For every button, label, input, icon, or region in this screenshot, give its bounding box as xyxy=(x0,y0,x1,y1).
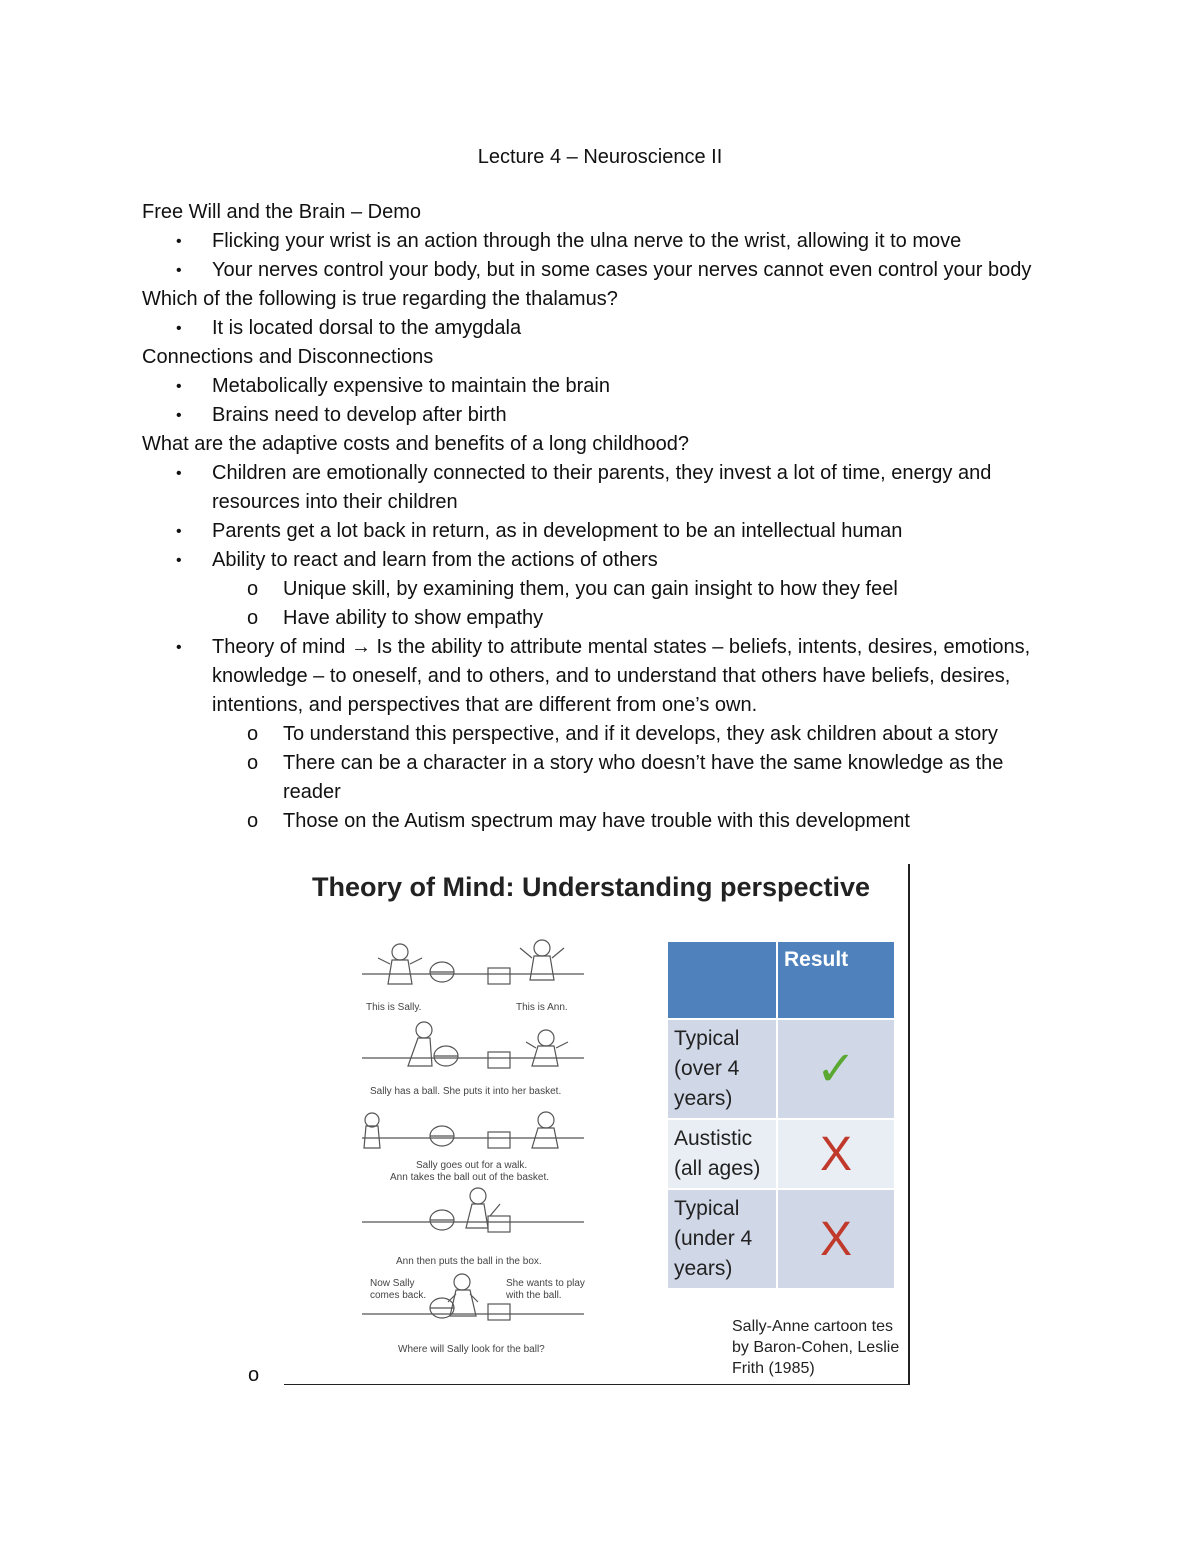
sub-list-item xyxy=(212,720,1062,749)
bullet-icon: • xyxy=(176,378,182,395)
citation-line: by Baron-Cohen, Leslie xyxy=(732,1339,900,1356)
sub-bullet-icon: o xyxy=(248,1364,260,1386)
citation-line: Sally-Anne cartoon tes xyxy=(732,1318,893,1335)
check-icon: ✓ xyxy=(815,1043,857,1096)
embedded-slide-image xyxy=(284,864,910,1385)
sub-list-item-text: Have ability to show empathy xyxy=(283,607,544,629)
sub-bullet-icon: o xyxy=(247,723,259,745)
table-cell-label: Austistic (all ages) xyxy=(674,1127,761,1180)
list-item-text: Your nerves control your body, but in some cases your nerves cannot even control your body xyxy=(212,259,1032,281)
list-item xyxy=(142,459,1062,517)
table-cell-label: Typical (under 4 years) xyxy=(674,1197,753,1280)
cartoon-caption: Sally has a ball. She puts it into her basket. xyxy=(370,1086,562,1097)
list-item xyxy=(142,372,1062,401)
sub-list-item xyxy=(212,575,1062,604)
bullet-icon: • xyxy=(176,320,182,337)
sub-bullet-icon: o xyxy=(247,578,259,600)
list-item-text: Brains need to develop after birth xyxy=(212,404,507,426)
cartoon-caption: This is Ann. xyxy=(516,1002,568,1013)
list-item-text: It is located dorsal to the amygdala xyxy=(212,317,522,339)
cartoon-caption: comes back. xyxy=(370,1290,427,1301)
table-row xyxy=(668,1120,894,1188)
list-item-text: Metabolically expensive to maintain the brain xyxy=(212,375,610,397)
sub-list-item xyxy=(212,749,1062,807)
results-table xyxy=(666,940,896,1290)
table-row xyxy=(668,1020,894,1118)
list-item-text: Ability to react and learn from the actions of others xyxy=(212,549,658,571)
cartoon-caption: Now Sally xyxy=(370,1278,415,1289)
list-item-text: Theory of mind → Is the ability to attribute mental states – beliefs, intents, desires, emotions, knowledge – to oneself, and to others, and to understand that others have beliefs, desires, intentions, and perspectives that are different from one’s own. xyxy=(212,636,1031,716)
cartoon-caption: She wants to play xyxy=(506,1278,585,1289)
list-item-text: Children are emotionally connected to their parents, they invest a lot of time, energy and resources into their children xyxy=(212,462,992,513)
sub-list-item-text: There can be a character in a story who doesn’t have the same knowledge as the reader xyxy=(283,752,1004,803)
bullet-icon: • xyxy=(176,262,182,279)
x-mark-icon: X xyxy=(819,1212,852,1266)
section-heading: Connections and Disconnections xyxy=(142,346,434,368)
sub-bullet-list xyxy=(212,720,1062,836)
document-body xyxy=(142,198,1062,836)
bullet-icon: • xyxy=(176,552,182,569)
table-header-cell: Result xyxy=(778,942,894,1018)
slide-title: Theory of Mind: Understanding perspective xyxy=(312,872,871,902)
bullet-list xyxy=(142,314,1062,343)
sub-list-item-text: Unique skill, by examining them, you can gain insight to how they feel xyxy=(283,578,898,600)
sub-bullet-list xyxy=(212,575,1062,633)
list-item xyxy=(142,517,1062,546)
sub-bullet-icon: o xyxy=(247,810,259,832)
list-item xyxy=(142,256,1062,285)
sally-anne-cartoon xyxy=(360,934,592,1364)
document-title: Lecture 4 – Neuroscience II xyxy=(477,146,723,168)
sub-bullet-icon: o xyxy=(247,607,259,629)
table-cell-result xyxy=(778,1190,894,1288)
list-item xyxy=(142,633,1062,836)
bullet-icon: • xyxy=(176,233,182,250)
cartoon-caption: This is Sally. xyxy=(366,1002,422,1013)
citation-line: Frith (1985) xyxy=(732,1360,815,1377)
list-item-text: Flicking your wrist is an action through the ulna nerve to the wrist, allowing it to move xyxy=(212,230,962,252)
bullet-icon: • xyxy=(176,465,182,482)
table-header-cell xyxy=(668,942,776,1018)
bullet-icon: • xyxy=(176,639,182,656)
bullet-icon: • xyxy=(176,407,182,424)
table-cell-result xyxy=(778,1120,894,1188)
section-heading: Free Will and the Brain – Demo xyxy=(142,201,422,223)
table-row xyxy=(668,1190,894,1288)
list-item xyxy=(142,314,1062,343)
list-item xyxy=(142,227,1062,256)
bullet-list xyxy=(142,227,1062,285)
bullet-list xyxy=(142,459,1062,836)
list-item xyxy=(142,546,1062,633)
sub-list-item xyxy=(212,604,1062,633)
table-cell-result xyxy=(778,1020,894,1118)
sub-list-item-text: Those on the Autism spectrum may have trouble with this development xyxy=(283,810,910,832)
sub-list-item xyxy=(212,807,1062,836)
list-item xyxy=(142,401,1062,430)
cartoon-caption: Where will Sally look for the ball? xyxy=(398,1344,545,1355)
sub-bullet-icon: o xyxy=(247,752,259,774)
section-heading: Which of the following is true regarding the thalamus? xyxy=(142,288,618,310)
table-header-row xyxy=(668,942,894,1018)
cartoon-caption: Sally goes out for a walk. xyxy=(416,1160,528,1171)
sub-list-item-text: To understand this perspective, and if it develops, they ask children about a story xyxy=(283,723,998,745)
citation-text xyxy=(732,1316,906,1379)
bullet-icon: • xyxy=(176,523,182,540)
bullet-list xyxy=(142,372,1062,430)
cartoon-caption: with the ball. xyxy=(506,1290,562,1301)
table-cell-label: Typical (over 4 years) xyxy=(674,1027,740,1110)
x-mark-icon: X xyxy=(819,1127,852,1181)
cartoon-caption: Ann takes the ball out of the basket. xyxy=(390,1172,549,1183)
section-heading: What are the adaptive costs and benefits of a long childhood? xyxy=(142,433,690,455)
list-item-text: Parents get a lot back in return, as in development to be an intellectual human xyxy=(212,520,903,542)
cartoon-caption: Ann then puts the ball in the box. xyxy=(396,1256,542,1267)
